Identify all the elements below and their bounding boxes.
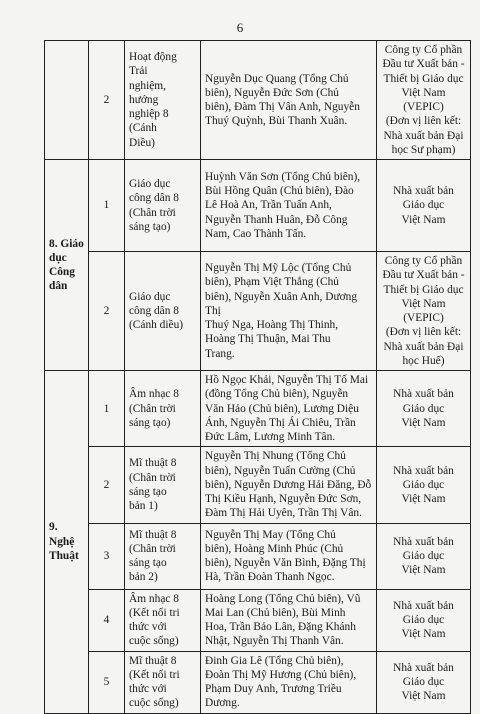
book-title-cell: Âm nhạc 8 (Kết nối tri thức với cuộc sống) [125, 589, 201, 651]
publisher-cell: Công ty Cổ phần Đầu tư Xuất bản - Thiết bị Giáo dục Việt Nam (VEPIC) (Đơn vị liên kết: Nhà xuất bản Đại học Huế) [377, 252, 471, 371]
number-cell: 2 [89, 41, 125, 160]
number-cell: 2 [89, 447, 125, 523]
authors-cell: Nguyễn Thị May (Tổng Chủ biên), Hoàng Minh Phúc (Chủ biên), Nguyễn Văn Bình, Đặng Thị Hà, Trần Đoàn Thanh Ngọc. [201, 523, 377, 589]
book-title-cell: Giáo dục công dân 8 (Cánh diều) [125, 252, 201, 371]
authors-cell: Nguyễn Dục Quang (Tổng Chủ biên), Nguyễn Đức Sơn (Chủ biên), Đàm Thị Vân Anh, Nguyễn Thuý Quỳnh, Bùi Thanh Xuân. [201, 41, 377, 160]
table-row [45, 523, 471, 589]
publisher-cell: Nhà xuất bản Giáo dục Việt Nam [377, 160, 471, 252]
number-cell: 1 [89, 371, 125, 447]
number-cell: 1 [89, 160, 125, 252]
table-row [45, 447, 471, 523]
textbook-table [44, 40, 471, 714]
book-title-cell: Âm nhạc 8 (Chân trời sáng tạo) [125, 371, 201, 447]
authors-cell: Hồ Ngọc Khải, Nguyễn Thị Tố Mai (đồng Tổng Chủ biên), Nguyễn Văn Hảo (Chủ biên), Lương Diệu Ánh, Nguyễn Thị Ái Chiêu, Trần Đức Lâm, Lương Minh Tân. [201, 371, 377, 447]
subject-cell: 9. Nghệ Thuật [45, 371, 89, 714]
authors-cell: Hoàng Long (Tổng Chủ biên), Vũ Mai Lan (Chủ biên), Bùi Minh Hoa, Trần Bảo Lân, Đặng Khánh Nhật, Nguyễn Thị Thanh Vân. [201, 589, 377, 651]
book-title-cell: Hoạt động Trải nghiệm, hướng nghiệp 8 (Cánh Diều) [125, 41, 201, 160]
authors-cell: Nguyễn Thị Nhung (Tổng Chủ biên), Nguyễn Tuấn Cường (Chủ biên), Nguyễn Dương Hải Đăng, Đỗ Thị Kiều Hạnh, Nguyễn Đức Sơn, Đàm Thị Hải Uyên, Trần Thị Vân. [201, 447, 377, 523]
table-row [45, 589, 471, 651]
publisher-cell: Nhà xuất bản Giáo dục Việt Nam [377, 523, 471, 589]
authors-cell: Đinh Gia Lê (Tổng Chủ biên), Đoàn Thị Mỹ Hương (Chủ biên), Phạm Duy Anh, Trương Triều Dương. [201, 651, 377, 713]
publisher-cell: Nhà xuất bản Giáo dục Việt Nam [377, 371, 471, 447]
publisher-cell: Nhà xuất bản Giáo dục Việt Nam [377, 651, 471, 713]
subject-cell [45, 41, 89, 160]
number-cell: 5 [89, 651, 125, 713]
page-number: 6 [236, 20, 244, 35]
number-cell: 3 [89, 523, 125, 589]
authors-cell: Huỳnh Văn Sơn (Tổng Chủ biên), Bùi Hồng Quân (Chủ biên), Đào Lê Hoà An, Trần Tuấn Anh, Nguyễn Thanh Huân, Đỗ Công Nam, Cao Thành Tấn. [201, 160, 377, 252]
book-title-cell: Giáo dục công dân 8 (Chân trời sáng tạo) [125, 160, 201, 252]
publisher-cell: Công ty Cổ phần Đầu tư Xuất bản - Thiết bị Giáo dục Việt Nam (VEPIC) (Đơn vị liên kết: Nhà xuất bản Đại học Sư phạm) [377, 41, 471, 160]
number-cell: 4 [89, 589, 125, 651]
table-row [45, 651, 471, 713]
table-row [45, 252, 471, 371]
publisher-cell: Nhà xuất bản Giáo dục Việt Nam [377, 589, 471, 651]
table-row [45, 41, 471, 160]
publisher-cell: Nhà xuất bản Giáo dục Việt Nam [377, 447, 471, 523]
book-title-cell: Mĩ thuật 8 (Chân trời sáng tạo bản 2) [125, 523, 201, 589]
number-cell: 2 [89, 252, 125, 371]
table-row [45, 371, 471, 447]
book-title-cell: Mĩ thuật 8 (Kết nối tri thức với cuộc sống) [125, 651, 201, 713]
authors-cell: Nguyễn Thị Mỹ Lộc (Tổng Chủ biên), Phạm Việt Thắng (Chủ biên), Nguyễn Xuân Anh, Dương Thị Thuý Nga, Hoàng Thị Thinh, Hoàng Thị Thuận, Mai Thu Trang. [201, 252, 377, 371]
subject-cell: 8. Giáo dục Công dân [45, 160, 89, 371]
table-row [45, 160, 471, 252]
book-title-cell: Mĩ thuật 8 (Chân trời sáng tạo bản 1) [125, 447, 201, 523]
